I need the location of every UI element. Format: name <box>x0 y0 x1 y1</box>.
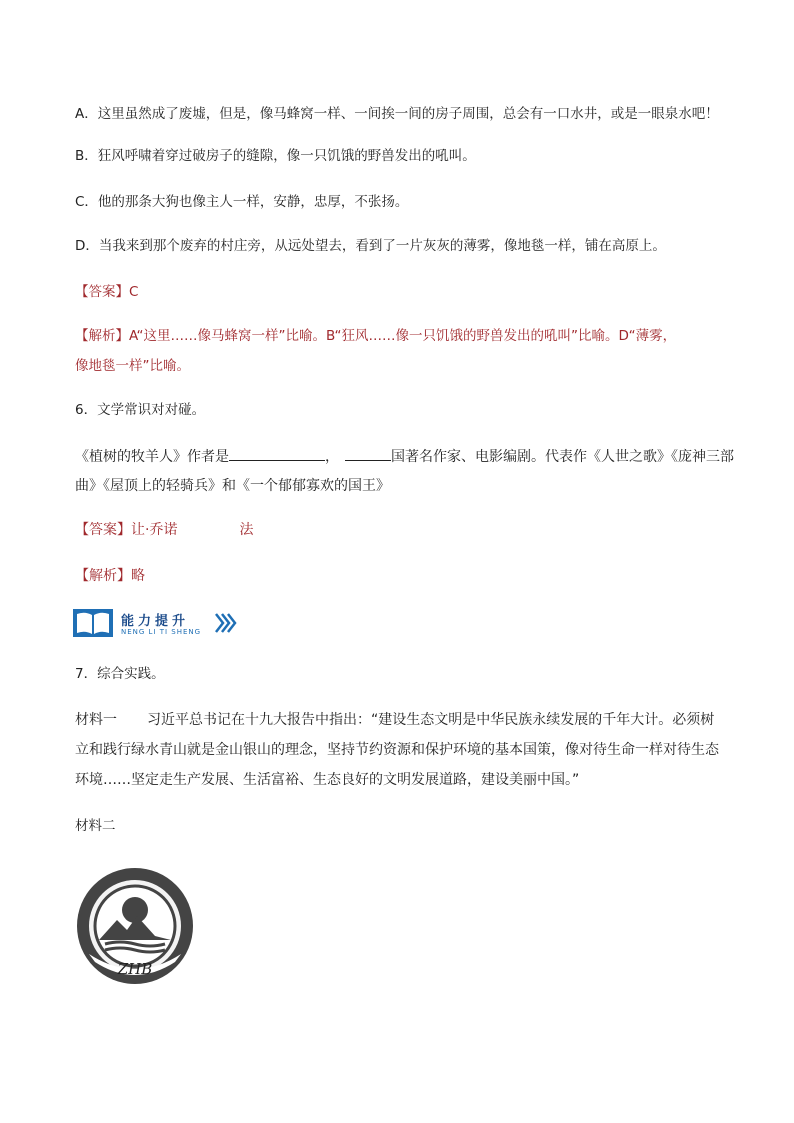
q5-analysis-line2: 像地毯一样”比喻。 <box>75 358 190 374</box>
section-subtitle: NENG LI TI SHENG <box>121 628 202 636</box>
q5-answer <box>75 282 138 302</box>
answer-label: 【答案】 <box>75 284 129 300</box>
book-icon <box>72 608 114 638</box>
material1-text: 习近平总书记在十九大报告中指出：“建设生态文明是中华民族永续发展的千年大计。必须树 <box>147 712 715 728</box>
q6-text-c: 国著名作家、电影编剧。代表作《人世之歌》《庞神三部 <box>391 449 734 465</box>
q6-analysis <box>75 566 145 586</box>
analysis-label: 【解析】 <box>75 328 129 344</box>
fill-blank-author <box>229 446 325 461</box>
material1-line1 <box>75 710 714 730</box>
option-c: C．他的那条大狗也像主人一样，安静，忠厚，不张扬。 <box>75 194 409 210</box>
q7-title: 7．综合实践。 <box>75 666 165 682</box>
material2-label: 材料二 <box>75 818 116 834</box>
analysis-text: 略 <box>131 568 145 584</box>
option-a: A．这里虽然成了废墟，但是，像马蜂窝一样、一间挨一间的房子周围，总会有一口水井，或是一眼泉水吧！ <box>75 106 719 122</box>
chevron-right-icon <box>214 612 238 634</box>
material1-line2: 立和践行绿水青山就是金山银山的理念，坚持节约资源和保护环境的基本国策，像对待生命一样对待生态 <box>75 742 719 758</box>
q6-line2: 曲》《屋顶上的轻骑兵》和《一个郁郁寡欢的国王》 <box>75 478 390 494</box>
answer-value: C <box>129 284 139 300</box>
material1-line3: 环境……坚定走生产发展、生活富裕、生态良好的文明发展道路，建设美丽中国。” <box>75 772 580 788</box>
answer-value-author: 让·乔诺 <box>131 522 178 538</box>
q6-answer <box>75 520 253 540</box>
option-b: B．狂风呼啸着穿过破房子的缝隙，像一只饥饿的野兽发出的吼叫。 <box>75 148 476 164</box>
section-title: 能力提升 <box>121 614 190 629</box>
q5-analysis-line1 <box>75 326 676 346</box>
q6-text-b: ， <box>325 449 339 465</box>
q6-text-a: 《植树的牧羊人》作者是 <box>75 449 229 465</box>
option-d: D．当我来到那个废弃的村庄旁，从远处望去，看到了一片灰灰的薄雾，像地毯一样，铺在高原上。 <box>75 238 666 254</box>
material1-label: 材料一 <box>75 712 117 728</box>
answer-label: 【答案】 <box>75 522 131 538</box>
logo-text: ZHB <box>117 960 153 978</box>
answer-value-country: 法 <box>239 522 254 538</box>
q6-title: 6．文学常识对对碰。 <box>75 402 206 418</box>
fill-blank-country <box>345 446 391 461</box>
q6-line1 <box>75 446 734 467</box>
environmental-protection-logo <box>75 866 195 986</box>
analysis-text: A“这里……像马蜂窝一样”比喻。B“狂风……像一只饥饿的野兽发出的吼叫”比喻。D“薄雾， <box>129 328 677 344</box>
analysis-label: 【解析】 <box>75 568 131 584</box>
